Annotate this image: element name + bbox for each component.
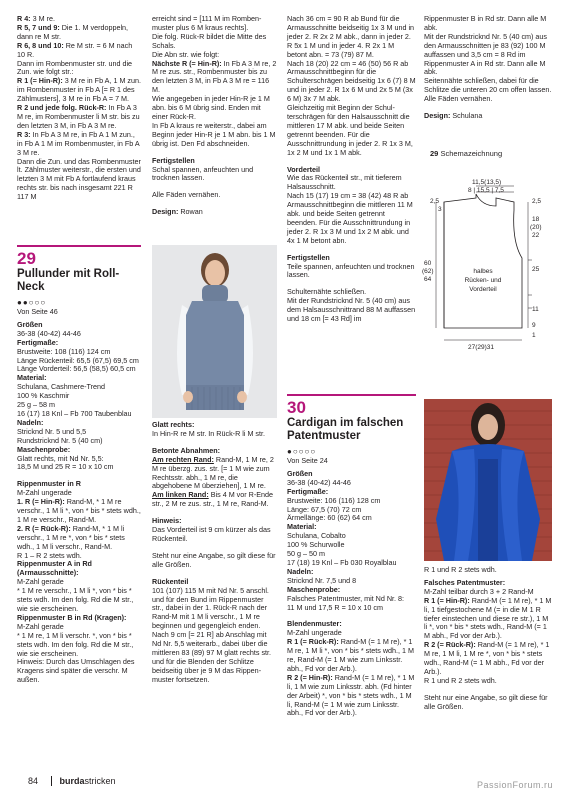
- paragraph: 25 g – 58 m: [17, 400, 55, 410]
- lead-label: Design:: [424, 111, 451, 121]
- paragraph: R 2 (= Hin-R): Rand-M (= 1 M re), * 1 M li, 1 M wie zum Linksstr. abh. (Fd hinter der Arbeit) *, von * bis * stets wdh., 1 M li, Rand-M (= 1 M wie zum Linksstr. abh., Fd vor der Arb.).: [287, 672, 415, 718]
- paragraph: R 1 (= Hin-R): 3 M re in Fb A, 1 M zun. im Rombenmuster in Fb A [= R 1 des Zählmusters], 3 M re in Fb A = 7 M.: [17, 76, 142, 104]
- paragraph: Das Vorderteil ist 9 cm kürzer als das Rückenteil.: [152, 525, 271, 543]
- paragraph: M-Zahl gerade: [17, 621, 64, 631]
- paragraph: M-Zahl ungerade: [17, 488, 72, 498]
- lead-label: Design:: [152, 207, 179, 217]
- model-photo-cardigan: [424, 399, 552, 561]
- page-footer: [28, 777, 116, 786]
- paragraph: Schulana, Cobalto: [287, 531, 346, 541]
- column-2-top: [152, 15, 277, 217]
- section-30-number: 30: [287, 398, 306, 417]
- model-photo-pullunder: [152, 245, 277, 418]
- schema-center-3: Vorderteil: [469, 285, 497, 293]
- paragraph: R 3: In Fb A 3 M re, in Fb A 1 M zun., in Fb A 1 M im Rombenmuster, in Fb A 3 M re.: [17, 129, 140, 157]
- paragraph: 100 % Kaschmir: [17, 391, 70, 401]
- paragraph: Steht nur eine Angabe, so gilt diese für alle Größen.: [424, 692, 548, 711]
- schema-center-1: halbes: [473, 268, 493, 275]
- schema-r9: 9: [532, 322, 536, 329]
- column-3-top: [287, 15, 416, 324]
- heading: Rippenmuster in R: [17, 479, 81, 489]
- paragraph: R 1 und R 2 stets wdh.: [424, 675, 497, 685]
- paragraph: R 2 und jede folg. Rück-R: In Fb A 3 M re, im Rombenmuster li M str. bis zu den letzten 3 M, in Fb A 3 M re.: [17, 103, 140, 130]
- paragraph: Nächste R (= Hin-R): In Fb A 3 M re, 2 M re zus. str., Rombenmuster bis zu den letzten 3 M, in Fb A 3 M re = 116 M.: [152, 58, 277, 95]
- lead-label: R 4:: [17, 14, 31, 23]
- paragraph: Wie das Rückenteil str., mit tieferem Halsausschnitt.: [287, 173, 402, 192]
- paragraph: Nach 15 (17) 19 cm = 38 (42) 48 R ab Armausschnittbeginn die mittleren 11 M abk. und beide Seiten getrennt beenden. Für die Ausschnittrundung in jeder 2. R 1x 3 M und 1x 2 M abk. und 4x 1 M betont abn.: [287, 191, 413, 245]
- paragraph: Am linken Rand: Bis 4 M vor R-Ende str., 2 M re zus. str., 1 M re, Rand-M.: [152, 490, 274, 509]
- paragraph: 100 % Schurwolle: [287, 540, 345, 550]
- schema-number: 29: [430, 149, 439, 158]
- paragraph: Teile spannen, anfeuchten und trocknen lassen.: [287, 261, 415, 280]
- lead-label: R 1 (= Rück-R):: [287, 637, 339, 647]
- brand-logo-suffix: stricken: [84, 776, 116, 787]
- schema-left3: 3: [438, 206, 442, 213]
- schema-right-small: 2,5: [532, 198, 542, 205]
- paragraph: 1. R (= Hin-R): Rand-M, * 1 M re verschr., 1 M li *, von * bis * stets wdh., 1 M re verschr., Rand-M.: [17, 497, 141, 524]
- heading: Rippenmuster B in Rd (Kragen):: [17, 612, 127, 622]
- heading: Rippenmuster A in Rd (Armausschnitte):: [17, 559, 92, 578]
- paragraph: Dann im Rombenmuster str. und die Zun. wie folgt str.:: [17, 58, 133, 77]
- section-30-rule: [287, 394, 416, 396]
- heading: Hinweis:: [152, 516, 182, 526]
- paragraph: R 1 – R 2 stets wdh.: [17, 550, 82, 560]
- paragraph: Hinweis: Durch das Umschlagen des Kragens sind später die verschr. M außen.: [17, 657, 135, 685]
- section-30-right: [424, 566, 552, 712]
- paragraph: 36-38 (40-42) 44-46: [287, 477, 351, 487]
- video-reference-30: Von Seite 24: [287, 456, 328, 465]
- lead-label: R 5, 7 und 9:: [17, 22, 60, 32]
- paragraph: Steht nur eine Angabe, so gilt diese für alle Größen.: [152, 550, 276, 569]
- schema-top: 11,5(13,5): [472, 179, 502, 186]
- paragraph: * 1 M re, 1 M li verschr. *, von * bis * stets wdh. Im den folg. Rd die M str., wie sie erscheinen.: [17, 630, 134, 658]
- paragraph: Design: Rowan: [152, 207, 203, 217]
- schema-l64: 64: [424, 276, 432, 283]
- paragraph: Länge Vorderteil: 56,5 (58,5) 60,5 cm: [17, 364, 136, 374]
- heading: Glatt rechts:: [152, 420, 195, 429]
- paragraph: M-Zahl ungerade: [287, 628, 342, 638]
- schema-bottom: 27(29)31: [468, 344, 495, 351]
- section-29-title: Pullunder mit Roll-Neck: [17, 268, 120, 293]
- paragraph: R 1 und R 2 stets wdh.: [424, 565, 497, 574]
- lead-label: R 2 (= Rück-R):: [424, 640, 476, 650]
- paragraph: R 1 (= Hin-R): Rand-M (= 1 M re), * 1 M li, 1 tiefgestochene M (= in die M 1 R tiefer einstechen und diese re str.), 1 M li *, von * bis * stets wdh., Rand-M (= 1 M abh., Fd vor der Arb.).: [424, 595, 552, 641]
- paragraph: 36-38 (40-42) 44-46: [17, 328, 81, 338]
- paragraph: Brustweite: 106 (116) 128 cm: [287, 495, 381, 505]
- section-30-body: [287, 470, 416, 718]
- paragraph: 16 (17) 18 Knl – Fb 700 Taubenblau: [17, 408, 132, 418]
- paragraph: Schulana, Cashmere-Trend: [17, 382, 106, 392]
- paragraph: 101 (107) 115 M mit Nd Nr. 5 anschl. und für den Bund im Rippenmuster str., dabei in der 1. Rück-R nach der Rand-M mit 1 M li verschr., 1 M re beginnen und gegengleich enden. Nach 9 cm [= 21 R] ab Anschlag mit Nd Nr. 5,5 weiterarb., dabei über die mittleren 83 (89) 97 M glatt rechts str. und für die Blenden der Schlitze beidseitig über je 9 M das Rippenmuster fortsetzen.: [152, 585, 272, 684]
- schema-label: Schemazeichnung: [440, 149, 503, 158]
- heading: Größen: [287, 468, 313, 478]
- section-29-middle: [152, 421, 277, 685]
- heading: Rückenteil: [152, 576, 189, 586]
- heading: Falsches Patentmuster:: [424, 577, 506, 587]
- schema-r25: 25: [532, 266, 540, 273]
- paragraph: Schulternähte schließen.: [287, 287, 367, 297]
- lead-label: R 3:: [17, 129, 31, 139]
- schema-center-2: Rücken- und: [464, 276, 502, 284]
- schema-r22: 22: [532, 232, 540, 239]
- paragraph: Alle Fäden vernähen.: [424, 94, 493, 104]
- paragraph: Länge: 67,5 (70) 72 cm: [287, 504, 362, 514]
- lead-label: R 2 (= Hin-R):: [287, 672, 333, 682]
- paragraph: 50 g – 50 m: [287, 549, 325, 559]
- paragraph: Nach 18 (20) 22 cm = 46 (50) 56 R ab Armausschnittbeginn für die Schulterschrägen beidseitig 1x 6 (7) 8 M und in jeder 2. R 1x 6 M und 2x 5 M (3x 6 M) 3x 7 M abk.: [287, 58, 416, 104]
- heading: Größen: [17, 319, 43, 329]
- difficulty-dots: ●●○○○: [17, 298, 47, 307]
- paragraph: Seitennähte schließen, dabei für die Schlitze die unteren 20 cm offen lassen.: [424, 76, 552, 95]
- schema-top2: 8 | 15,5 | 7,5: [468, 187, 504, 194]
- paragraph: Dann die Zun. und das Rombenmuster lt. Zählmuster weiterstr., die ersten und letzten 3 M mit Fb A fortlaufend kraus rechts str. bis nach insgesamt 221 R 117 M: [17, 156, 141, 202]
- heading: Betonte Abnahmen:: [152, 445, 221, 455]
- heading: Nadeln:: [17, 417, 44, 427]
- heading: Material:: [17, 373, 47, 383]
- heading: Blendenmuster:: [287, 619, 342, 629]
- paragraph: R 1 (= Rück-R): Rand-M (= 1 M re), * 1 M re, 1 M li *, von * bis * stets wdh., 1 M re, Rand-M (= 1 M wie zum Linksstr. abh., Fd vor der Arb.).: [287, 637, 415, 673]
- column-1-top: [17, 15, 141, 202]
- paragraph: Am rechten Rand: Rand-M, 1 M re, 2 M re überzg. zus. str. [= 1 M wie zum Rechtsstr. abh., 1 M re, die abgehobene M überziehen], 1 M re.: [152, 454, 274, 491]
- section-29-rule: [17, 245, 141, 247]
- heading: Maschenprobe:: [287, 584, 341, 594]
- lead-label: Nächste R (= Hin-R):: [152, 58, 222, 68]
- paragraph: Falsches Patentmuster, mit Nd Nr. 8:: [287, 593, 405, 603]
- paragraph: 11 M und 17,5 R = 10 x 10 cm: [287, 602, 383, 612]
- paragraph: Rippenmuster B in Rd str. Dann alle M abk.: [424, 14, 547, 32]
- paragraph: Nach 36 cm = 90 R ab Bund für die Armausschnitte beidseitig 1x 3 M und in jeder 2. R 2x 2 M abk., dann in jeder 2. R 5x 1 M und in jeder 4. R 2x 1 M betont abn. = 73 (79) 87 M.: [287, 14, 415, 59]
- paragraph: erreicht sind = [111 M im Rombenmuster plus 6 M kraus rechts].: [152, 14, 262, 32]
- paragraph: Die Abn str. wie folgt:: [152, 49, 220, 59]
- section-30-title: Cardigan im falschen Patentmuster: [287, 417, 404, 442]
- paragraph: Gleichzeitig mit Beginn der Schulterschrägen für den Halsausschnitt die mittleren 17 M abk. und beide Seiten getrennt beenden. Für die Ausschnittrundung in jeder 2. R 1x 3 M, 1x 2 M und 1x 1 M abk.: [287, 103, 413, 157]
- section-29-number: 29: [17, 249, 36, 268]
- paragraph: Alle Fäden vernähen.: [152, 190, 221, 200]
- paragraph: In Fb A kraus re weiterstr., dabei am Beginn jeder Hin-R je 1 M abn. bis 1 M übrig ist. Den Fd abschneiden.: [152, 120, 276, 148]
- lead-label: 2. R (= Rück-R):: [17, 523, 71, 533]
- heading: Fertigmaße:: [287, 486, 329, 496]
- paragraph: M-Zahl teilbar durch 3 + 2 Rand-M: [424, 586, 534, 596]
- heading: Vorderteil: [287, 164, 321, 174]
- lead-label: 1. R (= Hin-R):: [17, 497, 65, 507]
- paragraph: Glatt rechts, mit Nd Nr. 5,5:: [17, 453, 104, 463]
- paragraph: Länge Rückenteil: 65,5 (67,5) 69,5 cm: [17, 355, 139, 365]
- heading: Fertigstellen: [152, 155, 195, 165]
- paragraph: Design: Schulana: [424, 111, 483, 121]
- paragraph: Ärmellänge: 60 (62) 64 cm: [287, 513, 372, 523]
- lead-label: R 1 (= Hin-R):: [17, 76, 63, 86]
- paragraph: 17 (18) 19 Knl – Fb 030 Royalblau: [287, 557, 397, 567]
- paragraph: Schal spannen, anfeuchten und trocknen lassen.: [152, 164, 254, 183]
- schema-r11: 11: [532, 306, 539, 313]
- lead-label: R 1 (= Hin-R):: [424, 595, 470, 605]
- heading: Maschenprobe:: [17, 444, 71, 454]
- paragraph: Stricknd Nr. 5 und 5,5: [17, 426, 87, 436]
- paragraph: Brustweite: 108 (116) 124 cm: [17, 346, 111, 356]
- schema-l60: 60: [424, 260, 432, 267]
- paragraph: Rundstricknd Nr. 5 (40 cm): [17, 435, 103, 445]
- paragraph: R 5, 7 und 9: Die 1. M verdoppeln, dann re M str.: [17, 22, 129, 41]
- paragraph: M-Zahl gerade: [17, 577, 64, 587]
- heading: Fertigmaße:: [17, 337, 59, 347]
- section-29-body: [17, 321, 141, 685]
- schema-center: [462, 268, 504, 295]
- heading: Material:: [287, 522, 317, 532]
- paragraph: Wie angegeben in jeder Hin-R je 1 M abn. bis 6 M übrig sind. Enden mit einer Rück-R.: [152, 94, 270, 121]
- brand-logo: burda: [59, 776, 85, 787]
- schema-r1: 1: [532, 332, 536, 339]
- paragraph: 18,5 M und 25 R = 10 x 10 cm: [17, 462, 114, 472]
- schema-r18: 18: [532, 216, 540, 223]
- lead-label: R 2 und jede folg. Rück-R:: [17, 103, 107, 113]
- schema-left-small: 2,5: [430, 198, 440, 205]
- paragraph: Mit der Rundstricknd Nr. 5 (40 cm) aus den Armausschnitten je 83 (92) 100 M auffassen und 3,5 cm = 8 Rd im Rippenmuster A in Rd str. Dann alle M abk.: [424, 31, 548, 77]
- schema-l62: (62): [422, 268, 434, 275]
- paragraph: R 2 (= Rück-R): Rand-M (= 1 M re), * 1 M re, 1 M li, 1 M re *, von * bis * stets wdh., Rand-M (= 1 M abh., Fd vor der Arb.).: [424, 640, 550, 676]
- lead-label: Am rechten Rand:: [152, 454, 214, 464]
- paragraph: Mit der Rundstricknd Nr. 5 (40 cm) aus dem Halsausschnittrand 88 M auffassen und 18 cm [= 43 Rd] im: [287, 296, 416, 324]
- paragraph: 2. R (= Rück-R): Rand-M, * 1 M li verschr., 1 M re *, von * bis * stets wdh., 1 M li verschr., Rand-M.: [17, 523, 125, 551]
- section-29-header: [17, 250, 141, 685]
- schema-r20: (20): [530, 224, 542, 231]
- difficulty-dots-30: ●○○○○: [287, 447, 317, 456]
- paragraph: R 4: 3 M re.: [17, 14, 55, 23]
- paragraph: Die folg. Rück-R bildet die Mitte des Schals.: [152, 31, 267, 50]
- heading: Fertigstellen: [287, 252, 330, 262]
- lead-label: Am linken Rand:: [152, 490, 209, 500]
- paragraph: In Hin-R re M str. In Rück-R li M str.: [152, 428, 266, 438]
- paragraph: Stricknd Nr. 7,5 und 8: [287, 575, 357, 585]
- schema-drawing: [424, 150, 552, 355]
- watermark: PassionForum.ru: [476, 780, 553, 791]
- section-30-header: [287, 399, 416, 718]
- paragraph: R 6, 8 und 10: Re M str. = 6 M nach 10 R.: [17, 40, 133, 59]
- heading: Nadeln:: [287, 566, 314, 576]
- column-4-top: [424, 15, 552, 121]
- video-reference: Von Seite 46: [17, 307, 58, 316]
- paragraph: * 1 M re verschr., 1 M li *, von * bis * stets wdh. Im den folg. Rd die M str., wie sie erscheinen.: [17, 586, 134, 613]
- page-number: 84: [28, 776, 39, 787]
- lead-label: R 6, 8 und 10:: [17, 40, 64, 50]
